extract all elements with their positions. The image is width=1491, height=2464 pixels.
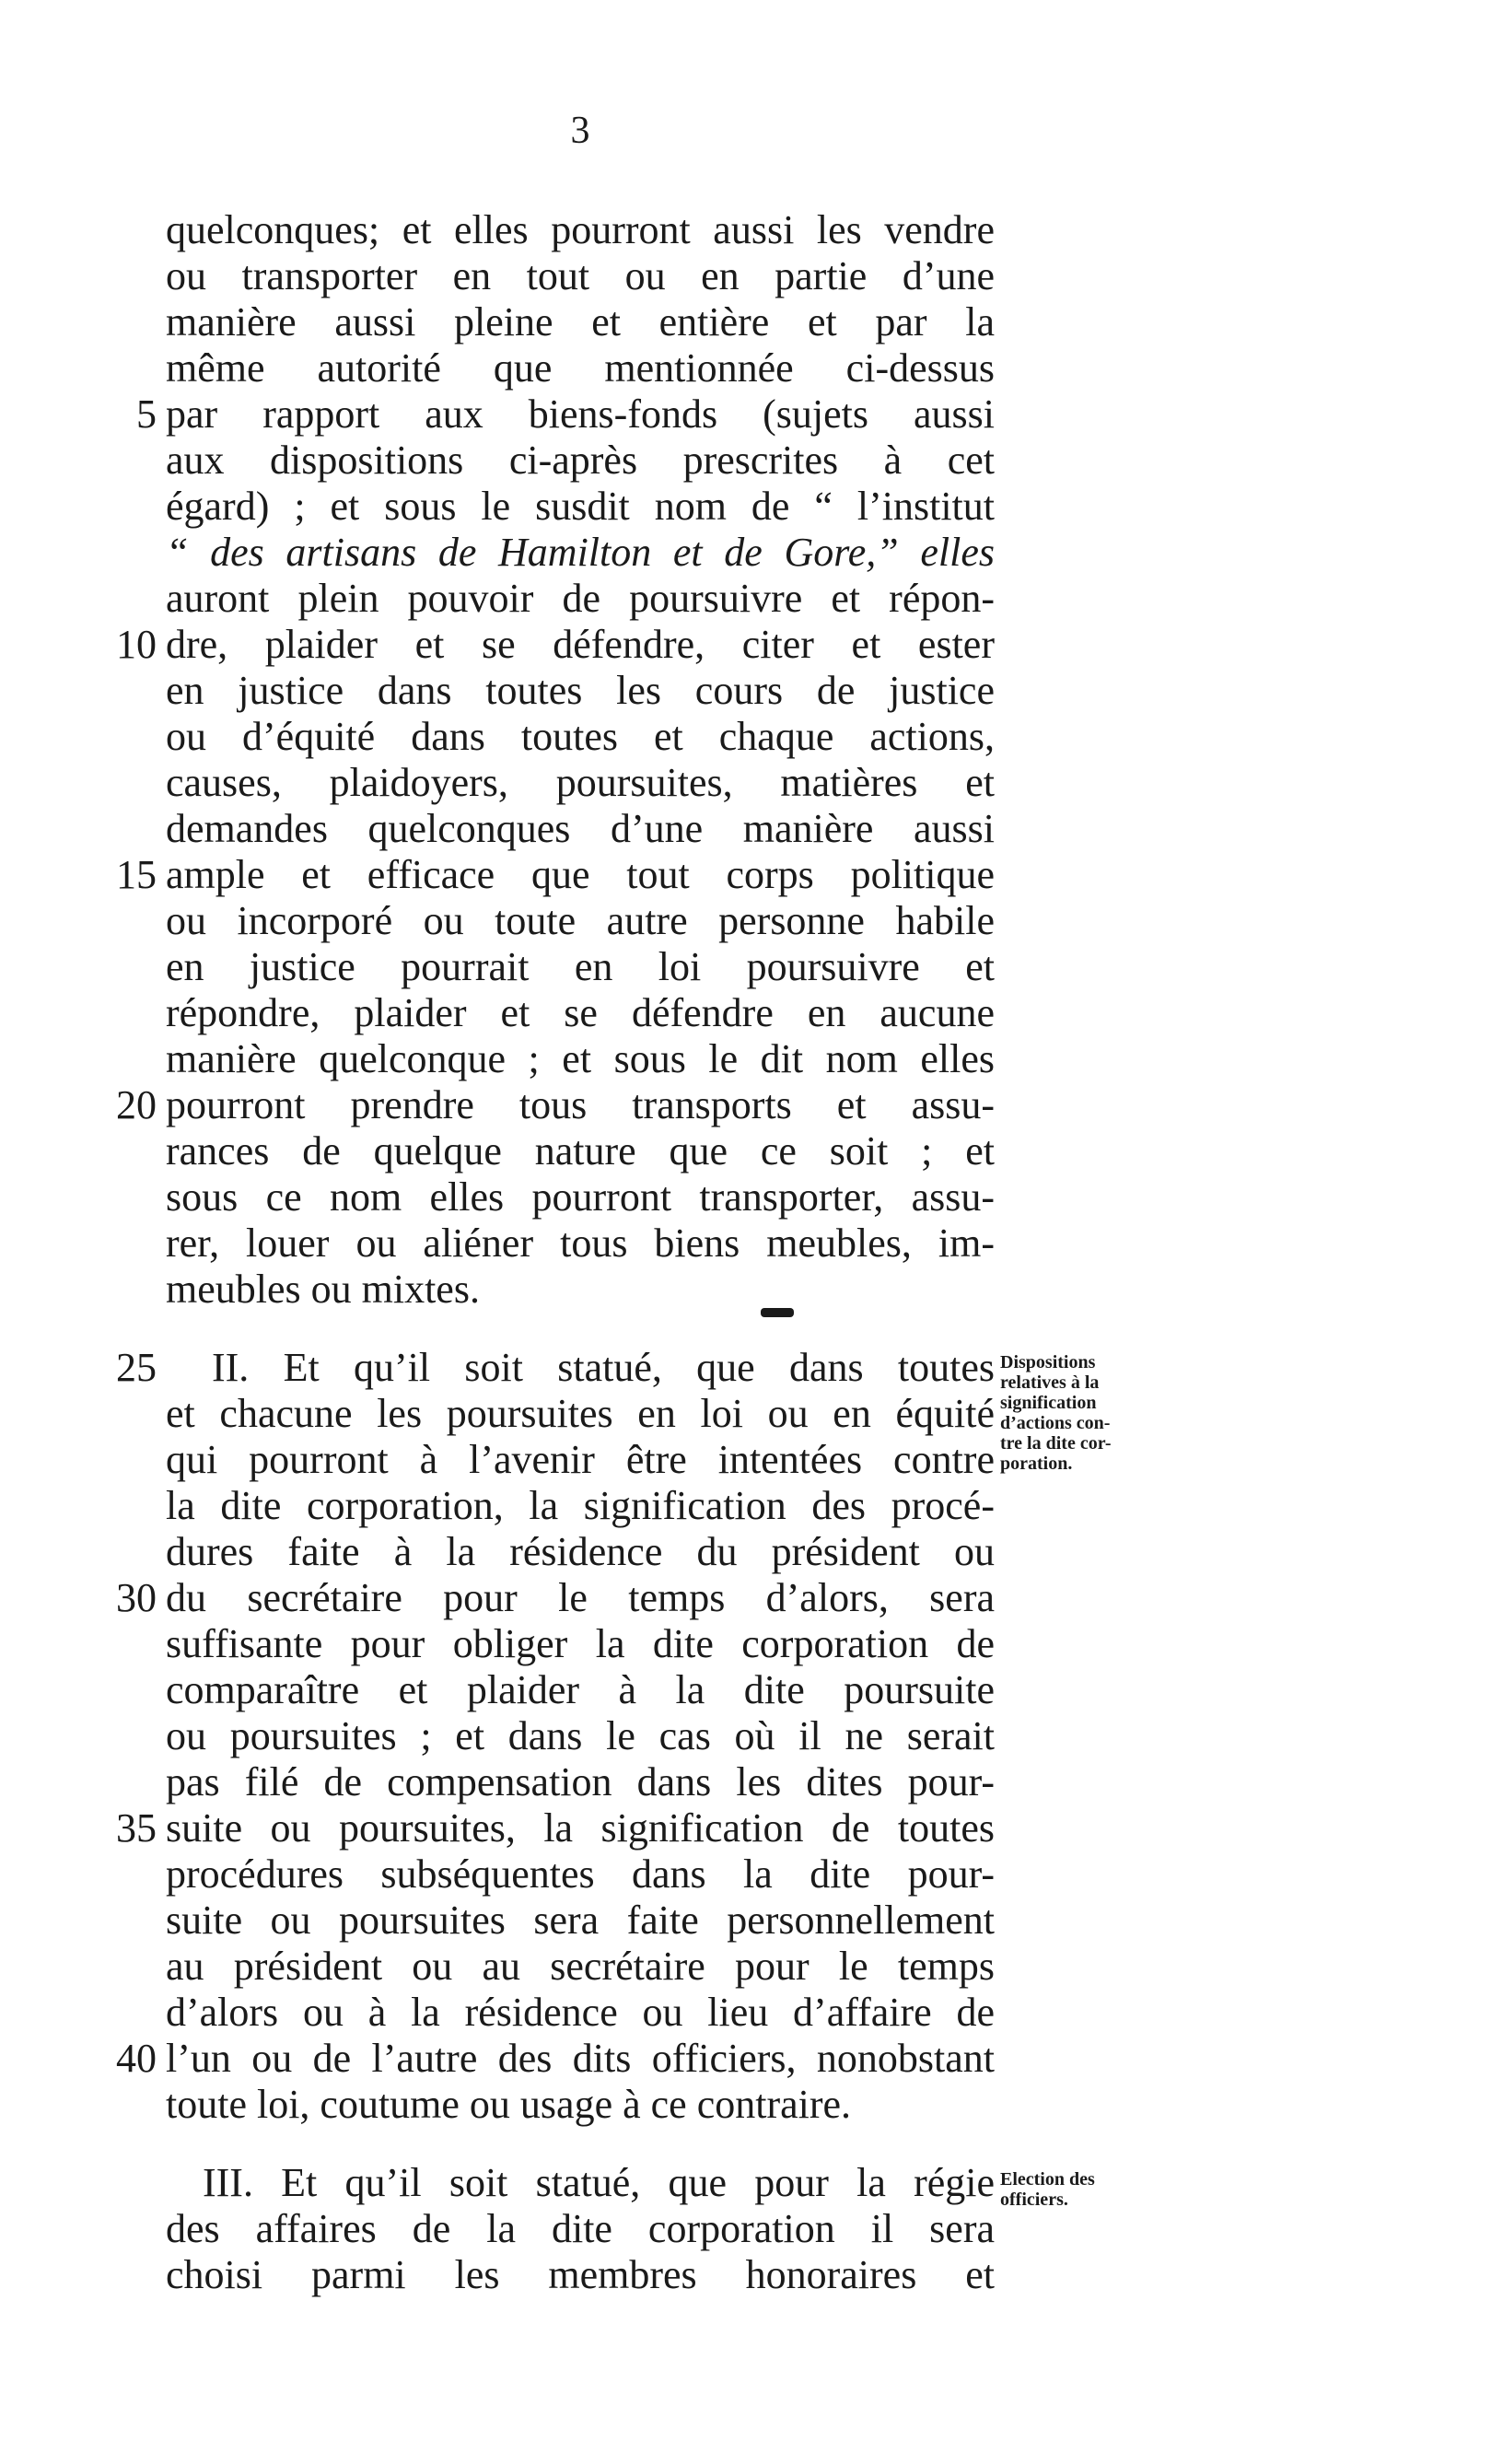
text-line: aux dispositions ci-après prescrites à cet	[166, 438, 995, 483]
text-line: dures faite à la résidence du président ou	[166, 1529, 995, 1574]
text-line: comparaître et plaider à la dite poursuite	[166, 1667, 995, 1712]
text-line: pas filé de compensation dans les dites pour-	[166, 1759, 995, 1804]
text-line: suite ou poursuites sera faite personnellement	[166, 1898, 995, 1943]
text-line: répondre, plaider et se défendre en aucune	[166, 990, 995, 1035]
text-line: du secrétaire pour le temps d’alors, sera	[166, 1575, 995, 1620]
text-line: au président ou au secrétaire pour le temps	[166, 1944, 995, 1989]
margin-note-line: Election des	[1000, 2169, 1095, 2190]
margin-note-line: Dispositions	[1000, 1352, 1096, 1372]
margin-note-dispositions	[1000, 1352, 1184, 1474]
text-line: ou d’équité dans toutes et chaque actions,	[166, 714, 995, 759]
text-line: suffisante pour obliger la dite corporation de	[166, 1621, 995, 1666]
text-line: qui pourront à l’avenir être intentées contre	[166, 1437, 995, 1482]
text-line: manière quelconque ; et sous le dit nom elles	[166, 1036, 995, 1081]
text-line: dre, plaider et se défendre, citer et ester	[166, 622, 995, 667]
line-number: 10	[116, 622, 157, 667]
line-number: 40	[116, 2036, 157, 2081]
text-line: toute loi, coutume ou usage à ce contraire.	[166, 2082, 852, 2127]
text-line: suite ou poursuites, la signification de toutes	[166, 1805, 995, 1851]
text-line: en justice dans toutes les cours de justice	[166, 668, 995, 713]
text-line: ou transporter en tout ou en partie d’une	[166, 253, 995, 298]
text-line: procédures subséquentes dans la dite pour-	[166, 1851, 995, 1897]
text-line: causes, plaidoyers, poursuites, matières et	[166, 760, 995, 805]
text-line: en justice pourrait en loi poursuivre et	[166, 944, 995, 989]
text-line: ou incorporé ou toute autre personne habile	[166, 898, 995, 943]
margin-note-line: d’actions con-	[1000, 1413, 1111, 1433]
line-number: 20	[116, 1082, 157, 1127]
text-line: choisi parmi les membres honoraires et	[166, 2252, 995, 2297]
text-line: manière aussi pleine et entière et par la	[166, 299, 995, 344]
text-line: meubles ou mixtes.	[166, 1267, 480, 1312]
margin-note-line: poration.	[1000, 1454, 1073, 1474]
text-line: “ des artisans de Hamilton et de Gore,” elles	[166, 530, 995, 575]
text-line: ample et efficace que tout corps politique	[166, 852, 995, 897]
text-line: demandes quelconques d’une manière aussi	[166, 806, 995, 851]
text-line: rances de quelque nature que ce soit ; et	[166, 1128, 995, 1174]
text-line: et chacune les poursuites en loi ou en équité	[166, 1391, 995, 1436]
margin-note-election	[1000, 2169, 1184, 2210]
line-number: 35	[116, 1805, 157, 1851]
line-number: 15	[116, 852, 157, 897]
text-line: quelconques; et elles pourront aussi les vendre	[166, 207, 995, 252]
text-line: sous ce nom elles pourront transporter, assu-	[166, 1174, 995, 1220]
margin-note-line: officiers.	[1000, 2190, 1068, 2210]
margin-note-line: signification	[1000, 1393, 1097, 1413]
text-line: ou poursuites ; et dans le cas où il ne serait	[166, 1713, 995, 1758]
line-number: 25	[116, 1345, 157, 1390]
text-line: égard) ; et sous le susdit nom de “ l’institut	[166, 484, 995, 529]
line-number: 30	[116, 1575, 157, 1620]
text-line: même autorité que mentionnée ci-dessus	[166, 345, 995, 391]
text-line: auront plein pouvoir de poursuivre et répon-	[166, 576, 995, 621]
text-line: pourront prendre tous transports et assu-	[166, 1082, 995, 1127]
section-divider-ornament	[761, 1308, 794, 1317]
text-line: III. Et qu’il soit statué, que pour la régie	[203, 2160, 995, 2205]
margin-note-line: relatives à la	[1000, 1372, 1100, 1393]
text-line: l’un ou de l’autre des dits officiers, nonobstant	[166, 2036, 995, 2081]
text-line: II. Et qu’il soit statué, que dans toutes	[212, 1345, 995, 1390]
margin-note-line: tre la dite cor-	[1000, 1433, 1112, 1454]
text-line: rer, louer ou aliéner tous biens meubles, im-	[166, 1220, 995, 1266]
text-line: la dite corporation, la signification des procé-	[166, 1483, 995, 1528]
page-number: 3	[570, 110, 590, 152]
text-line: d’alors ou à la résidence ou lieu d’affaire de	[166, 1990, 995, 2035]
text-line: par rapport aux biens-fonds (sujets aussi	[166, 391, 995, 437]
text-line: des affaires de la dite corporation il sera	[166, 2206, 995, 2251]
line-number: 5	[136, 391, 157, 437]
